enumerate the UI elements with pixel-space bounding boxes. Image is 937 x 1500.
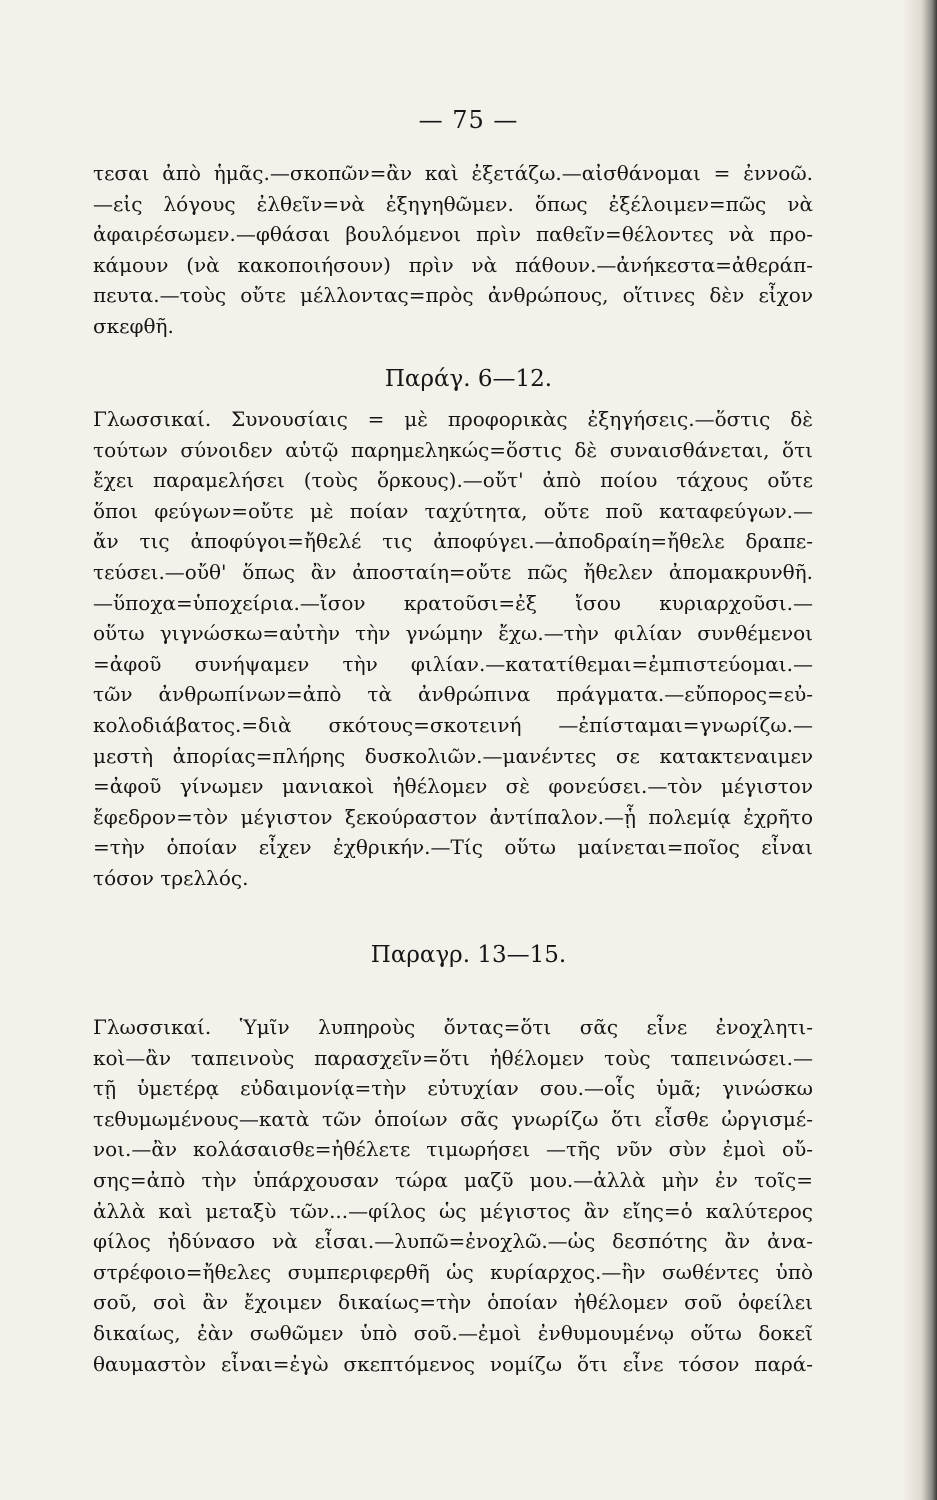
text-line: πευτα.—τοὺς οὔτε μέλλοντας=πρὸς ἀνθρώπους, οἵτινες δὲν εἶχον: [93, 283, 813, 308]
text-line: οὕτω γιγνώσκω=αὐτὴν τὴν γνώμην ἔχω.—τὴν φιλίαν συνθέμενοι: [93, 621, 813, 646]
text-line: ἔχει παραμελήσει (τοὺς ὅρκους).—οὔτ' ἀπὸ ποίου τάχους οὔτε: [93, 468, 813, 493]
text-line: δικαίως, ἐὰν σωθῶμεν ὑπὸ σοῦ.—ἐμοὶ ἐνθυμουμένῳ οὕτω δοκεῖ: [93, 1320, 813, 1345]
text-line: στρέφοιο=ἤθελες συμπεριφερθῆ ὡς κυρίαρχος.—ἢν σωθέντες ὑπὸ: [93, 1259, 813, 1284]
text-line: ἔφεδρον=τὸν μέγιστον ξεκούραστον ἀντίπαλον.—ᾗ πολεμίᾳ ἐχρῆτο: [93, 804, 813, 829]
text-line: —εἰς λόγους ἐλθεῖν=νὰ ἐξηγηθῶμεν. ὅπως ἐξέλοιμεν=πῶς νὰ: [93, 191, 813, 216]
text-line: τεύσει.—οὔθ' ὅπως ἂν ἀποσταίη=οὔτε πῶς ἤθελεν ἀπομακρυνθῆ.: [93, 559, 813, 584]
text-line: —ὕποχα=ὑποχείρια.—ἴσον κρατοῦσι=ἐξ ἴσου κυριαρχοῦσι.—: [93, 590, 813, 615]
text-line: σης=ἀπὸ τὴν ὑπάρχουσαν τώρα μαζῦ μου.—ἀλλὰ μὴν ἐν τοῖς=: [93, 1167, 813, 1192]
section-heading: Παραγρ. 13—15.: [370, 942, 567, 968]
text-line: ἄν τις ἀποφύγοι=ἤθελέ τις ἀποφύγει.—ἀποδραίη=ἤθελε δραπε-: [93, 529, 813, 554]
text-line: τόσον τρελλός.: [93, 865, 249, 890]
text-line: ἀλλὰ καὶ μεταξὺ τῶν...—φίλος ὡς μέγιστος ἂν εἴης=ὁ καλύτερος: [93, 1198, 813, 1223]
text-line: θαυμαστὸν εἶναι=ἐγὼ σκεπτόμενος νομίζω ὅτι εἶνε τόσον παρά-: [93, 1351, 813, 1376]
paragraph-continuation: [93, 158, 813, 342]
text-line: τῶν ἀνθρωπίνων=ἀπὸ τὰ ἀνθρώπινα πράγματα.—εὔπορος=εὐ-: [93, 682, 813, 707]
text-line: ἀφαιρέσωμεν.—φθάσαι βουλόμενοι πρὶν παθεῖν=θέλοντες νὰ προ-: [93, 222, 813, 247]
text-line: μεστὴ ἀπορίας=πλήρης δυσκολιῶν.—μανέντες σε κατακτεναιμεν: [93, 743, 813, 768]
text-line: Γλωσσικαί. Ὑμῖν λυπηροὺς ὄντας=ὅτι σᾶς εἶνε ἐνοχλητι-: [93, 1015, 813, 1039]
text-line: =τὴν ὁποίαν εἶχεν ἐχθρικήν.—Τίς οὕτω μαίνεται=ποῖος εἶναι: [93, 835, 813, 860]
paragraph-glossary-6-12: [93, 404, 813, 894]
text-line: σκεφθῆ.: [93, 313, 174, 338]
section-heading: Παράγ. 6—12.: [384, 366, 553, 392]
text-line: κολοδιάβατος.=διὰ σκότους=σκοτεινή —ἐπίσταμαι=γνωρίζω.—: [93, 712, 813, 737]
page-edge-shadow: [903, 0, 937, 1500]
text-line: κάμουν (νὰ κακοποιήσουν) πρὶν νὰ πάθουν.—ἀνήκεστα=ἀθεράπ-: [93, 252, 813, 277]
text-line: νοι.—ἂν κολάσαισθε=ἠθέλετε τιμωρήσει —τῆς νῦν σὺν ἐμοὶ οὔ-: [93, 1137, 813, 1162]
text-line: τούτων σύνοιδεν αὑτῷ παρημεληκώς=ὅστις δὲ συναισθάνεται, ὅτι: [93, 437, 813, 462]
paragraph-glossary-13-15: [93, 1012, 813, 1379]
text-line: φίλος ἠδύνασο νὰ εἶσαι.—λυπῶ=ἐνοχλῶ.—ὡς δεσπότης ἂν ἀνα-: [93, 1229, 813, 1254]
text-line: ὅποι φεύγων=οὔτε μὲ ποίαν ταχύτητα, οὔτε ποῦ καταφεύγων.—: [93, 498, 813, 523]
text-line: τεθυμωμένους—κατὰ τῶν ὁποίων σᾶς γνωρίζω ὅτι εἶσθε ὠργισμέ-: [93, 1106, 813, 1131]
text-line: =ἀφοῦ συνήψαμεν τὴν φιλίαν.—κατατίθεμαι=ἐμπιστεύομαι.—: [93, 651, 813, 676]
text-line: =ἀφοῦ γίνωμεν μανιακοὶ ἠθέλομεν σὲ φονεύσει.—τὸν μέγιστον: [93, 774, 813, 799]
text-line: τῇ ὑμετέρᾳ εὐδαιμονίᾳ=τὴν εὐτυχίαν σου.—οἷς ὑμᾶ; γινώσκω: [93, 1076, 813, 1101]
page-number: — 75 —: [418, 106, 519, 134]
text-line: Γλωσσικαί. Συνουσίαις = μὲ προφορικὰς ἐξηγήσεις.—ὅστις δὲ: [93, 407, 813, 431]
text-line: τεσαι ἀπὸ ἡμᾶς.—σκοπῶν=ἂν καὶ ἐξετάζω.—αἰσθάνομαι = ἐννοῶ.: [93, 161, 813, 185]
text-line: κοὶ—ἂν ταπεινοὺς παρασχεῖν=ὅτι ἠθέλομεν τοὺς ταπεινώσει.—: [93, 1045, 813, 1070]
text-line: σοῦ, σοὶ ἂν ἔχοιμεν δικαίως=τὴν ὁποίαν ἠθέλομεν σοῦ ὀφείλει: [93, 1290, 813, 1315]
